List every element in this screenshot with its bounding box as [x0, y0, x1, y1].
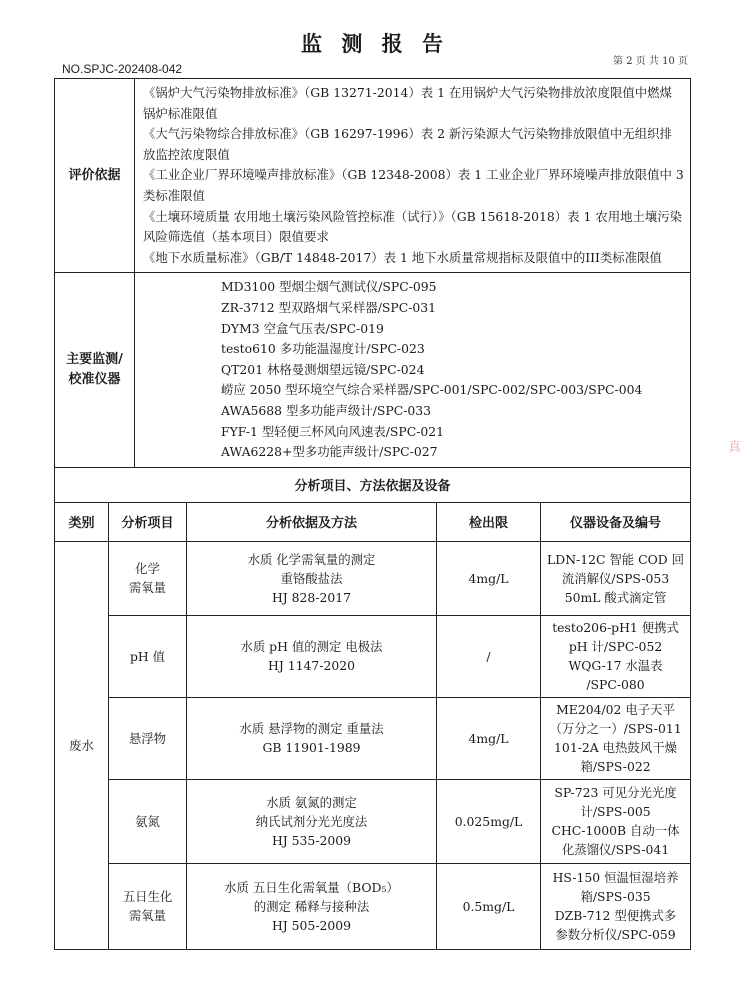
instruments-label — [55, 273, 135, 467]
equipment-cell — [541, 779, 691, 863]
category-cell: 废水 — [55, 541, 109, 949]
instruments-label-line: 主要监测/ — [66, 352, 123, 368]
evaluation-label: 评价依据 — [55, 79, 135, 273]
method-line: 纳氏试剂分光光度法 — [255, 813, 368, 829]
item-line: 氨氮 — [135, 813, 160, 829]
equipment-line: WQG-17 水温表 — [568, 658, 663, 674]
analysis-item — [109, 779, 187, 863]
analysis-method — [187, 779, 437, 863]
equipment-line: （万分之一）/SPS-011 — [549, 721, 682, 737]
basis-table — [54, 78, 691, 468]
analysis-method — [187, 863, 437, 949]
analysis-item — [109, 863, 187, 949]
equipment-line: 箱/SPS-022 — [580, 759, 651, 775]
method-line: 水质 氨氮的测定 — [266, 794, 357, 810]
column-header: 分析依据及方法 — [187, 502, 437, 541]
instrument-item: AWA6228+型多功能声级计/SPC-027 — [221, 444, 438, 460]
equipment-line: 101-2A 电热鼓风干燥 — [554, 740, 677, 756]
instrument-item: AWA5688 型多功能声级计/SPC-033 — [221, 402, 432, 418]
analysis-method — [187, 541, 437, 615]
column-header: 仪器设备及编号 — [541, 502, 691, 541]
table-row — [55, 697, 691, 779]
method-line: 的测定 稀释与接种法 — [253, 898, 370, 914]
column-header: 分析项目 — [109, 502, 187, 541]
instrument-item: ZR-3712 型双路烟气采样器/SPC-031 — [221, 299, 437, 315]
method-line: HJ 535-2009 — [271, 832, 352, 848]
report-title: 监 测 报 告 — [301, 31, 449, 56]
instruments-label-line: 校准仪器 — [68, 372, 121, 388]
equipment-line: DZB-712 型便携式多 — [554, 908, 677, 924]
column-header: 类别 — [55, 502, 109, 541]
seal-stamp-mark: 真 — [728, 440, 742, 455]
equipment-line: 箱/SPS-035 — [580, 889, 651, 905]
instrument-item: testo610 多功能温湿度计/SPC-023 — [221, 341, 425, 357]
standard-line: 《工业企业厂界环境噪声排放标准》（GB 12348-2008）表 1 工业企业厂界环境噪声排放限值中 3 类标准限值 — [143, 167, 684, 203]
equipment-line: HS-150 恒温恒湿培养 — [552, 870, 679, 886]
instruments-row — [55, 273, 691, 467]
analysis-method — [187, 615, 437, 697]
analysis-item — [109, 541, 187, 615]
method-line: 水质 pH 值的测定 电极法 — [240, 639, 383, 655]
equipment-line: 50mL 酸式滴定管 — [564, 589, 667, 605]
item-line: 化学 — [135, 561, 160, 577]
equipment-line: /SPC-080 — [586, 677, 645, 693]
table-row — [55, 779, 691, 863]
detection-limit: 0.5mg/L — [437, 863, 541, 949]
equipment-line: 计/SPS-005 — [580, 804, 651, 820]
detection-limit: 4mg/L — [437, 541, 541, 615]
instrument-item: DYM3 空盒气压表/SPC-019 — [221, 320, 384, 336]
equipment-line: CHC-1000B 自动一体 — [551, 823, 680, 839]
equipment-line: testo206-pH1 便携式 — [552, 620, 679, 636]
method-line: 水质 化学需氧量的测定 — [247, 551, 376, 567]
equipment-line: 化蒸馏仪/SPS-041 — [561, 842, 670, 858]
equipment-line: pH 计/SPC-052 — [568, 639, 663, 655]
standard-line: 《大气污染物综合排放标准》（GB 16297-1996）表 2 新污染源大气污染物排放限值中无组织排放监控浓度限值 — [143, 126, 672, 162]
equipment-line: SP-723 可见分光光度 — [554, 785, 677, 801]
method-line: GB 11901-1989 — [262, 740, 361, 756]
method-line: HJ 828-2017 — [271, 589, 352, 605]
table-row — [55, 541, 691, 615]
analysis-method — [187, 697, 437, 779]
page-number: 第 2 页 共 10 页 — [613, 56, 688, 67]
analysis-item — [109, 615, 187, 697]
instrument-item: QT201 林格曼测烟望远镜/SPC-024 — [221, 361, 425, 377]
method-line: 水质 五日生化需氧量（BOD₅） — [224, 879, 399, 895]
item-line: 需氧量 — [128, 908, 167, 924]
equipment-line: ME204/02 电子天平 — [556, 702, 675, 718]
table-row — [55, 615, 691, 697]
equipment-line: 参数分析仪/SPC-059 — [555, 927, 676, 943]
detection-limit: 4mg/L — [437, 697, 541, 779]
method-line: HJ 1147-2020 — [268, 658, 355, 674]
equipment-cell — [541, 615, 691, 697]
analysis-section-title: 分析项目、方法依据及设备 — [55, 468, 691, 503]
instrument-item: MD3100 型烟尘烟气测试仪/SPC-095 — [221, 279, 437, 295]
instrument-item: 崂应 2050 型环境空气综合采样器/SPC-001/SPC-002/SPC-003/SPC-004 — [221, 382, 643, 398]
analysis-header-row — [55, 502, 691, 541]
column-header: 检出限 — [437, 502, 541, 541]
item-line: 需氧量 — [128, 580, 167, 596]
method-line: 水质 悬浮物的测定 重量法 — [239, 721, 384, 737]
standard-line: 《地下水质量标准》（GB/T 14848-2017）表 1 地下水质量常规指标及限值中的III类标准限值 — [143, 249, 662, 265]
method-line: HJ 505-2009 — [271, 917, 352, 933]
instrument-item: FYF-1 型轻便三杯风向风速表/SPC-021 — [221, 423, 445, 439]
analysis-item — [109, 697, 187, 779]
detection-limit: / — [437, 615, 541, 697]
evaluation-row — [55, 79, 691, 273]
item-line: 五日生化 — [122, 889, 173, 905]
item-line: 悬浮物 — [128, 730, 167, 746]
table-row — [55, 863, 691, 949]
equipment-line: LDN-12C 智能 COD 回 — [547, 551, 685, 567]
standard-line: 《锅炉大气污染物排放标准》（GB 13271-2014）表 1 在用锅炉大气污染物排放浓度限值中燃煤锅炉标准限值 — [143, 85, 672, 121]
standard-line: 《土壤环境质量 农用地土壤污染风险管控标准（试行）》（GB 15618-2018）表 1 农用地土壤污染风险筛选值（基本项目）限值要求 — [143, 208, 683, 245]
equipment-line: 流消解仪/SPS-053 — [561, 570, 670, 586]
item-line: pH 值 — [129, 648, 166, 664]
detection-limit: 0.025mg/L — [437, 779, 541, 863]
equipment-cell — [541, 697, 691, 779]
analysis-table — [54, 468, 691, 950]
method-line: 重铬酸盐法 — [280, 570, 343, 586]
instruments-list — [135, 273, 691, 467]
report-body — [54, 78, 690, 950]
report-number: NO.SPJC-202408-042 — [62, 62, 183, 76]
evaluation-standards — [135, 79, 691, 273]
equipment-cell — [541, 541, 691, 615]
equipment-cell — [541, 863, 691, 949]
